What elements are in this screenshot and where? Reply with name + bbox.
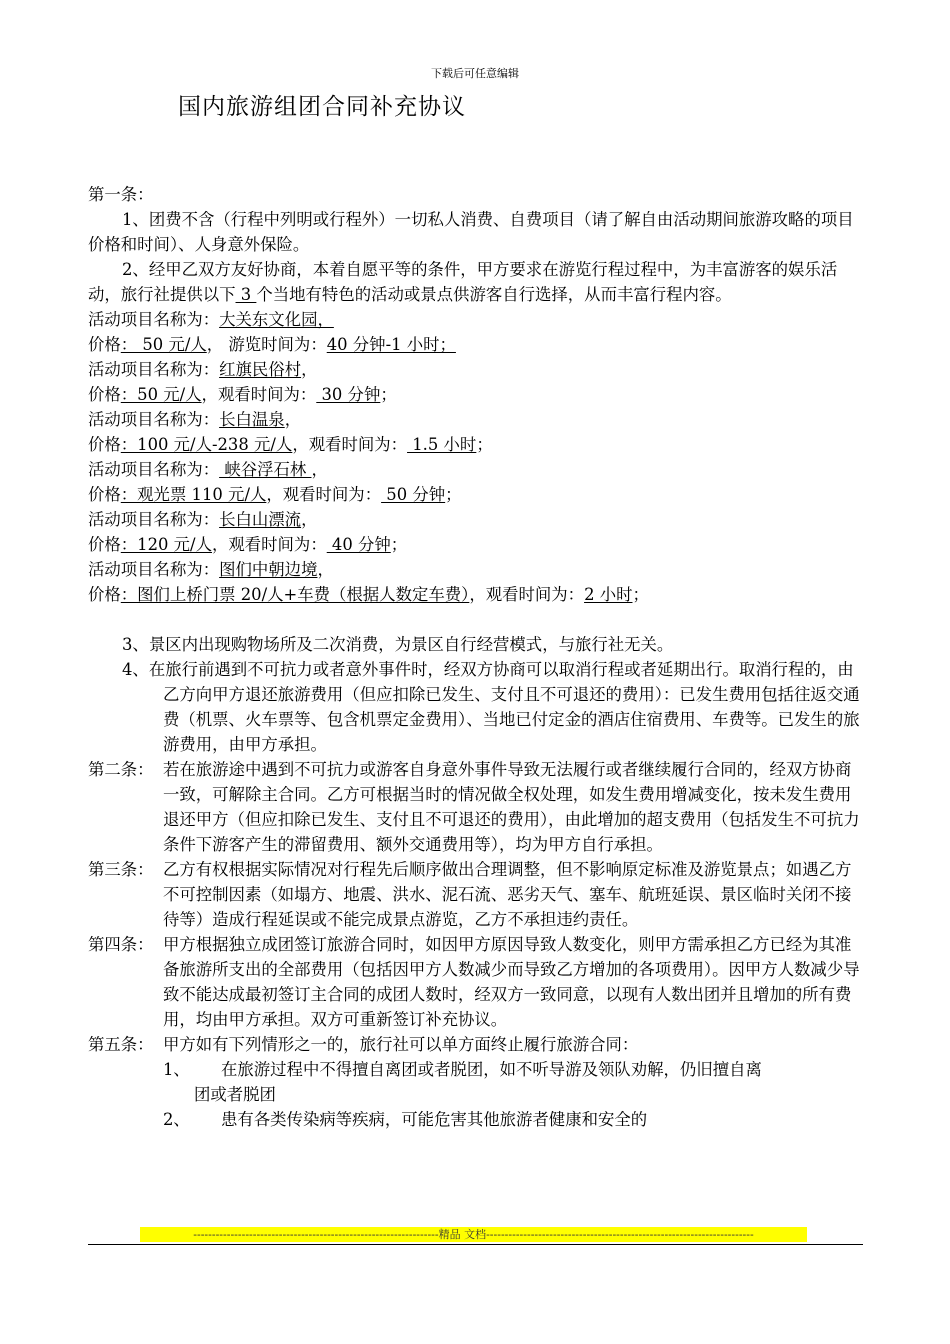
activity-name-row: 活动项目名称为：红旗民俗村， <box>88 360 318 379</box>
article-5 <box>88 1032 863 1057</box>
list-item <box>88 1107 863 1132</box>
document-body <box>88 182 863 1132</box>
article-3-label: 第三条： <box>88 860 154 879</box>
activity-price-row: 价格：图们上桥门票 20/人+车费（根据人数定车费），观看时间为：2 小时； <box>88 585 649 604</box>
activity-time: 30 分钟 <box>316 385 381 404</box>
activity-price-row: 价格：观光票 110 元/人，观看时间为： 50 分钟； <box>88 485 462 504</box>
article-1-clause-2: 2、经甲乙双方友好协商，本着自愿平等的条件，甲方要求在游览行程过程中，为丰富游客的娱乐活动，旅行社提供以下 3 个当地有特色的活动或景点供游客自行选择，从而丰富行程内容。 <box>88 260 838 304</box>
activity-name: 长白山漂流 <box>219 510 302 529</box>
article-5-text: 甲方如有下列情形之一的，旅行社可以单方面终止履行旅游合同： <box>163 1035 639 1054</box>
activity-name-row: 活动项目名称为：长白温泉， <box>88 410 302 429</box>
activity-name: 红旗民俗村 <box>219 360 302 379</box>
activity-name-row: 活动项目名称为：图们中朝边境， <box>88 560 334 579</box>
activity-price-row: 价格：100 元/人-238 元/人，观看时间为： 1.5 小时； <box>88 435 493 454</box>
activity-price-row: 价格：50 元/人，观看时间为： 30 分钟； <box>88 385 397 404</box>
list-item <box>88 1057 863 1107</box>
article-4 <box>88 932 863 1032</box>
article-2-text: 若在旅游途中遇到不可抗力或游客自身意外事件导致无法履行或者继续履行合同的，经双方协商一致，可解除主合同。乙方可根据当时的情况做全权处理，如发生费用增减变化，按未发生费用退还甲方（但应扣除已发生、支付且不可退还的费用），由此增加的超支费用（包括发生不可抗力条件下游客产生的滞留费用、额外交通费用等），均为甲方自行承担。 <box>163 760 860 854</box>
article-1-clause-4: 4、在旅行前遇到不可抗力或者意外事件时，经双方协商可以取消行程或者延期出行。取消行程的，由乙方向甲方退还旅游费用（但应扣除已发生、支付且不可退还的费用）：已发生费用包括往返交通费（机票、火车票等、包含机票定金费用）、当地已付定金的酒店住宿费用、车费等。已发生的旅游费用，由甲方承担。 <box>122 660 860 754</box>
article-3-text: 乙方有权根据实际情况对行程先后顺序做出合理调整，但不影响原定标准及游览景点；如遇乙方不可控制因素（如塌方、地震、洪水、泥石流、恶劣天气、塞车、航班延误、景区临时关闭不接待等）造成行程延误或不能完成景点游览，乙方不承担违约责任。 <box>163 860 852 929</box>
article-5-label: 第五条： <box>88 1035 154 1054</box>
activity-name: 图们中朝边境 <box>219 560 318 579</box>
activity-price-row: 价格：120 元/人，观看时间为： 40 分钟； <box>88 535 408 554</box>
activity-price: ：图们上桥门票 20/人+车费（根据人数定车费） <box>120 585 470 604</box>
list-item-number: 1、 <box>163 1060 190 1079</box>
activity-price: ：100 元/人-238 元/人 <box>120 435 293 454</box>
activity-time: 1.5 小时 <box>407 435 477 454</box>
activity-price: ： 50 元/人 <box>120 335 207 354</box>
article-1-label: 第一条： <box>88 185 154 204</box>
activity-time: 40 分钟 <box>326 535 391 554</box>
article-3 <box>88 857 863 932</box>
article-2 <box>88 757 863 857</box>
activity-name-row: 活动项目名称为：长白山漂流， <box>88 510 318 529</box>
activity-name: 峡谷浮石林 <box>219 460 312 479</box>
list-item-text-cont: 团或者脱团 <box>194 1085 276 1104</box>
list-item-text: 患有各类传染病等疾病，可能危害其他旅游者健康和安全的 <box>221 1110 648 1129</box>
list-item-text: 在旅游过程中不得擅自离团或者脱团，如不听导游及领队劝解，仍旧擅自离 <box>221 1060 762 1079</box>
list-item-number: 2、 <box>163 1110 190 1129</box>
activity-name-row: 活动项目名称为：大关东文化园， <box>88 310 334 329</box>
activity-name-row: 活动项目名称为： 峡谷浮石林 ， <box>88 460 328 479</box>
footer-watermark-band: ------------------------------------------------------------------精品 文档------------------------------------------------------------------------ <box>140 1227 807 1242</box>
header-note: 下载后可任意编辑 <box>431 67 519 80</box>
activity-price: ：50 元/人 <box>120 385 202 404</box>
activity-price: ：120 元/人 <box>120 535 212 554</box>
article-1-clause-3: 3、景区内出现购物场所及二次消费，为景区自行经营模式，与旅行社无关。 <box>122 635 674 654</box>
activity-name: 大关东文化园， <box>219 310 334 329</box>
activity-price-row: 价格： 50 元/人， 游览时间为：40 分钟-1 小时； <box>88 335 456 354</box>
article-2-label: 第二条： <box>88 760 154 779</box>
activity-time: 2 小时 <box>584 585 633 604</box>
article-4-text: 甲方根据独立成团签订旅游合同时，如因甲方原因导致人数变化，则甲方需承担乙方已经为其准备旅游所支出的全部费用（包括因甲方人数减少而导致乙方增加的各项费用）。因甲方人数减少导致不能达成最初签订主合同的成团人数时，经双方一致同意，以现有人数出团并且增加的所有费用，均由甲方承担。双方可重新签订补充协议。 <box>163 935 860 1029</box>
activity-price: ：观光票 110 元/人 <box>120 485 267 504</box>
document-title: 国内旅游组团合同补充协议 <box>178 94 466 120</box>
activity-name: 长白温泉 <box>219 410 285 429</box>
activity-time: 50 分钟 <box>381 485 446 504</box>
activity-count: 3 <box>235 285 257 304</box>
footer-divider <box>88 1244 863 1245</box>
article-1-clause-1: 1、团费不含（行程中列明或行程外）一切私人消费、自费项目（请了解自由活动期间旅游攻略的项目价格和时间）、人身意外保险。 <box>88 210 854 254</box>
activity-time: 40 分钟-1 小时； <box>326 335 456 354</box>
activity-list <box>88 307 863 607</box>
article-4-label: 第四条： <box>88 935 154 954</box>
